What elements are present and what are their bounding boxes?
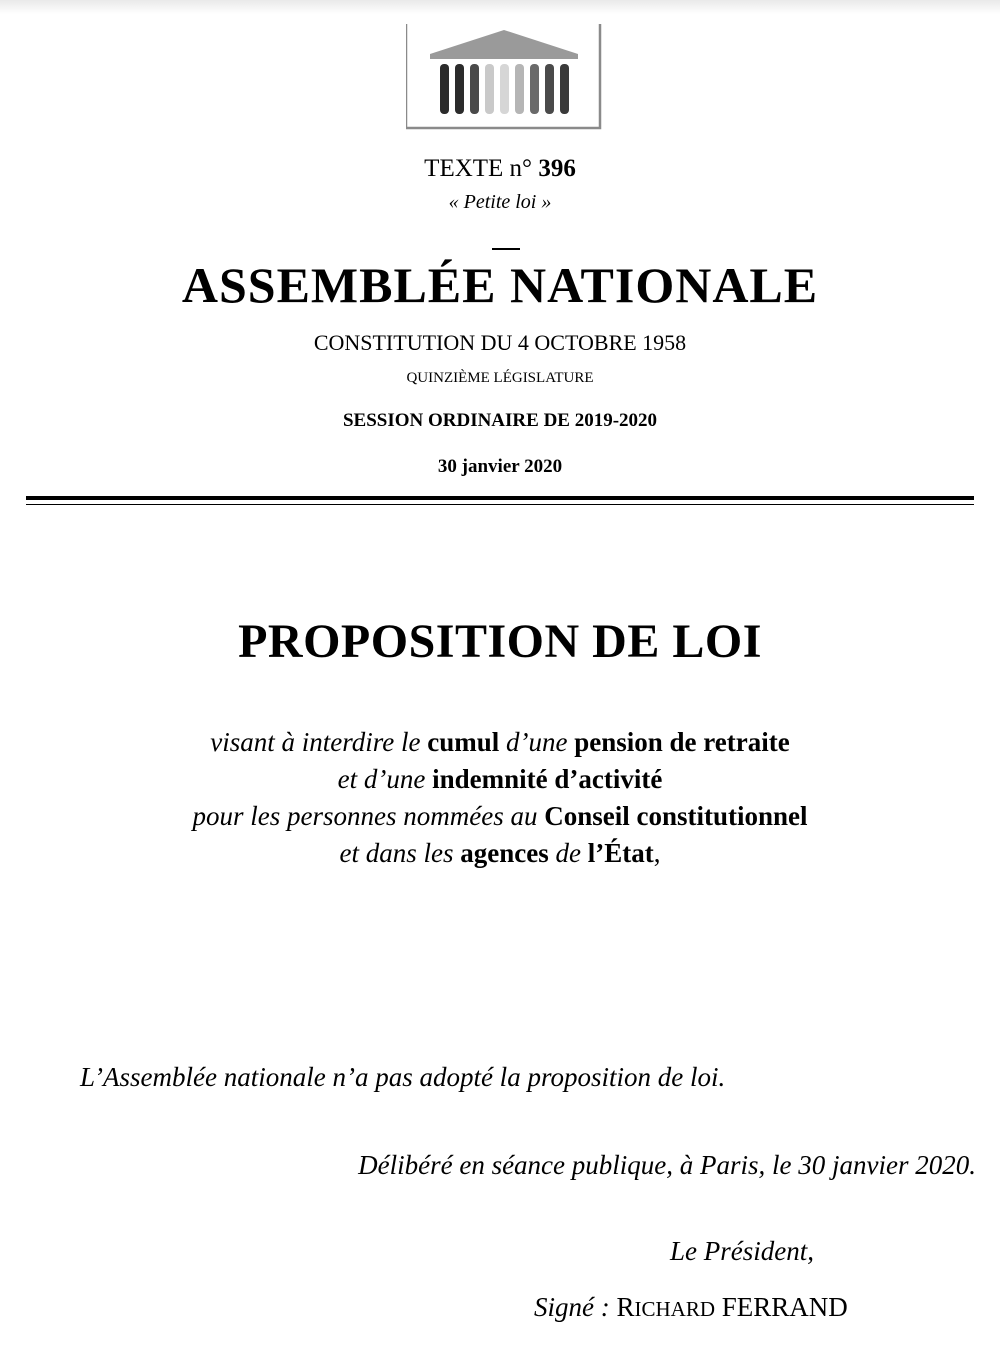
subject-segment: et d’une	[337, 764, 433, 794]
separator-dash	[492, 248, 520, 250]
legislature-line: QUINZIÈME LÉGISLATURE	[406, 370, 594, 386]
subject-segment: ,	[653, 838, 661, 868]
assembly-title: ASSEMBLÉE NATIONALE	[181, 257, 819, 313]
not-adopted-statement: L’Assemblée nationale n’a pas adopté la proposition de loi.	[80, 1062, 726, 1092]
subject-segment: et dans les	[339, 838, 461, 868]
header-rule-thick	[26, 496, 974, 500]
session-line: SESSION ORDINAIRE DE 2019-2020	[342, 410, 658, 431]
texte-prefix: TEXTE n°	[424, 155, 533, 182]
subject-segment: d’une	[499, 727, 575, 757]
subject-segment: de	[548, 838, 588, 868]
document-date: 30 janvier 2020	[437, 456, 563, 477]
signe-label: Signé :	[534, 1292, 610, 1322]
petite-loi-label: « Petite loi »	[448, 191, 552, 213]
subject-segment: visant à interdire le	[210, 727, 428, 757]
subject-segment: l’État	[587, 838, 654, 868]
subject-segment: indemnité d’activité	[432, 764, 663, 794]
subject-line-3	[0, 798, 1000, 835]
page-title: PROPOSITION DE LOI	[238, 615, 762, 668]
first-name-initial: R	[616, 1292, 635, 1322]
proposition-subject	[0, 724, 1000, 872]
texte-number-value: 396	[538, 155, 576, 182]
last-name: FERRAND	[721, 1292, 848, 1322]
subject-line-2	[0, 761, 1000, 798]
subject-segment: agences	[460, 838, 549, 868]
signatory-name	[616, 1292, 847, 1322]
subject-segment: Conseil constitutionnel	[544, 801, 808, 831]
subject-segment: cumul	[427, 727, 500, 757]
page-top-shadow	[0, 0, 1000, 14]
subject-segment: pension de retraite	[574, 727, 790, 757]
subject-line-1	[0, 724, 1000, 761]
subject-line-4	[0, 835, 1000, 872]
subject-segment: pour les personnes nommées au	[192, 801, 545, 831]
signatory-role: Le Président,	[670, 1236, 814, 1266]
deliberation-statement: Délibéré en séance publique, à Paris, le 30 janvier 2020.	[358, 1150, 976, 1180]
first-name-rest: ICHARD	[634, 1297, 716, 1321]
header-rule-thin	[26, 504, 974, 505]
assemblee-nationale-logo-icon	[406, 20, 602, 130]
constitution-line: CONSTITUTION DU 4 OCTOBRE 1958	[313, 330, 687, 355]
signature-line	[534, 1292, 848, 1323]
texte-number	[0, 155, 1000, 183]
